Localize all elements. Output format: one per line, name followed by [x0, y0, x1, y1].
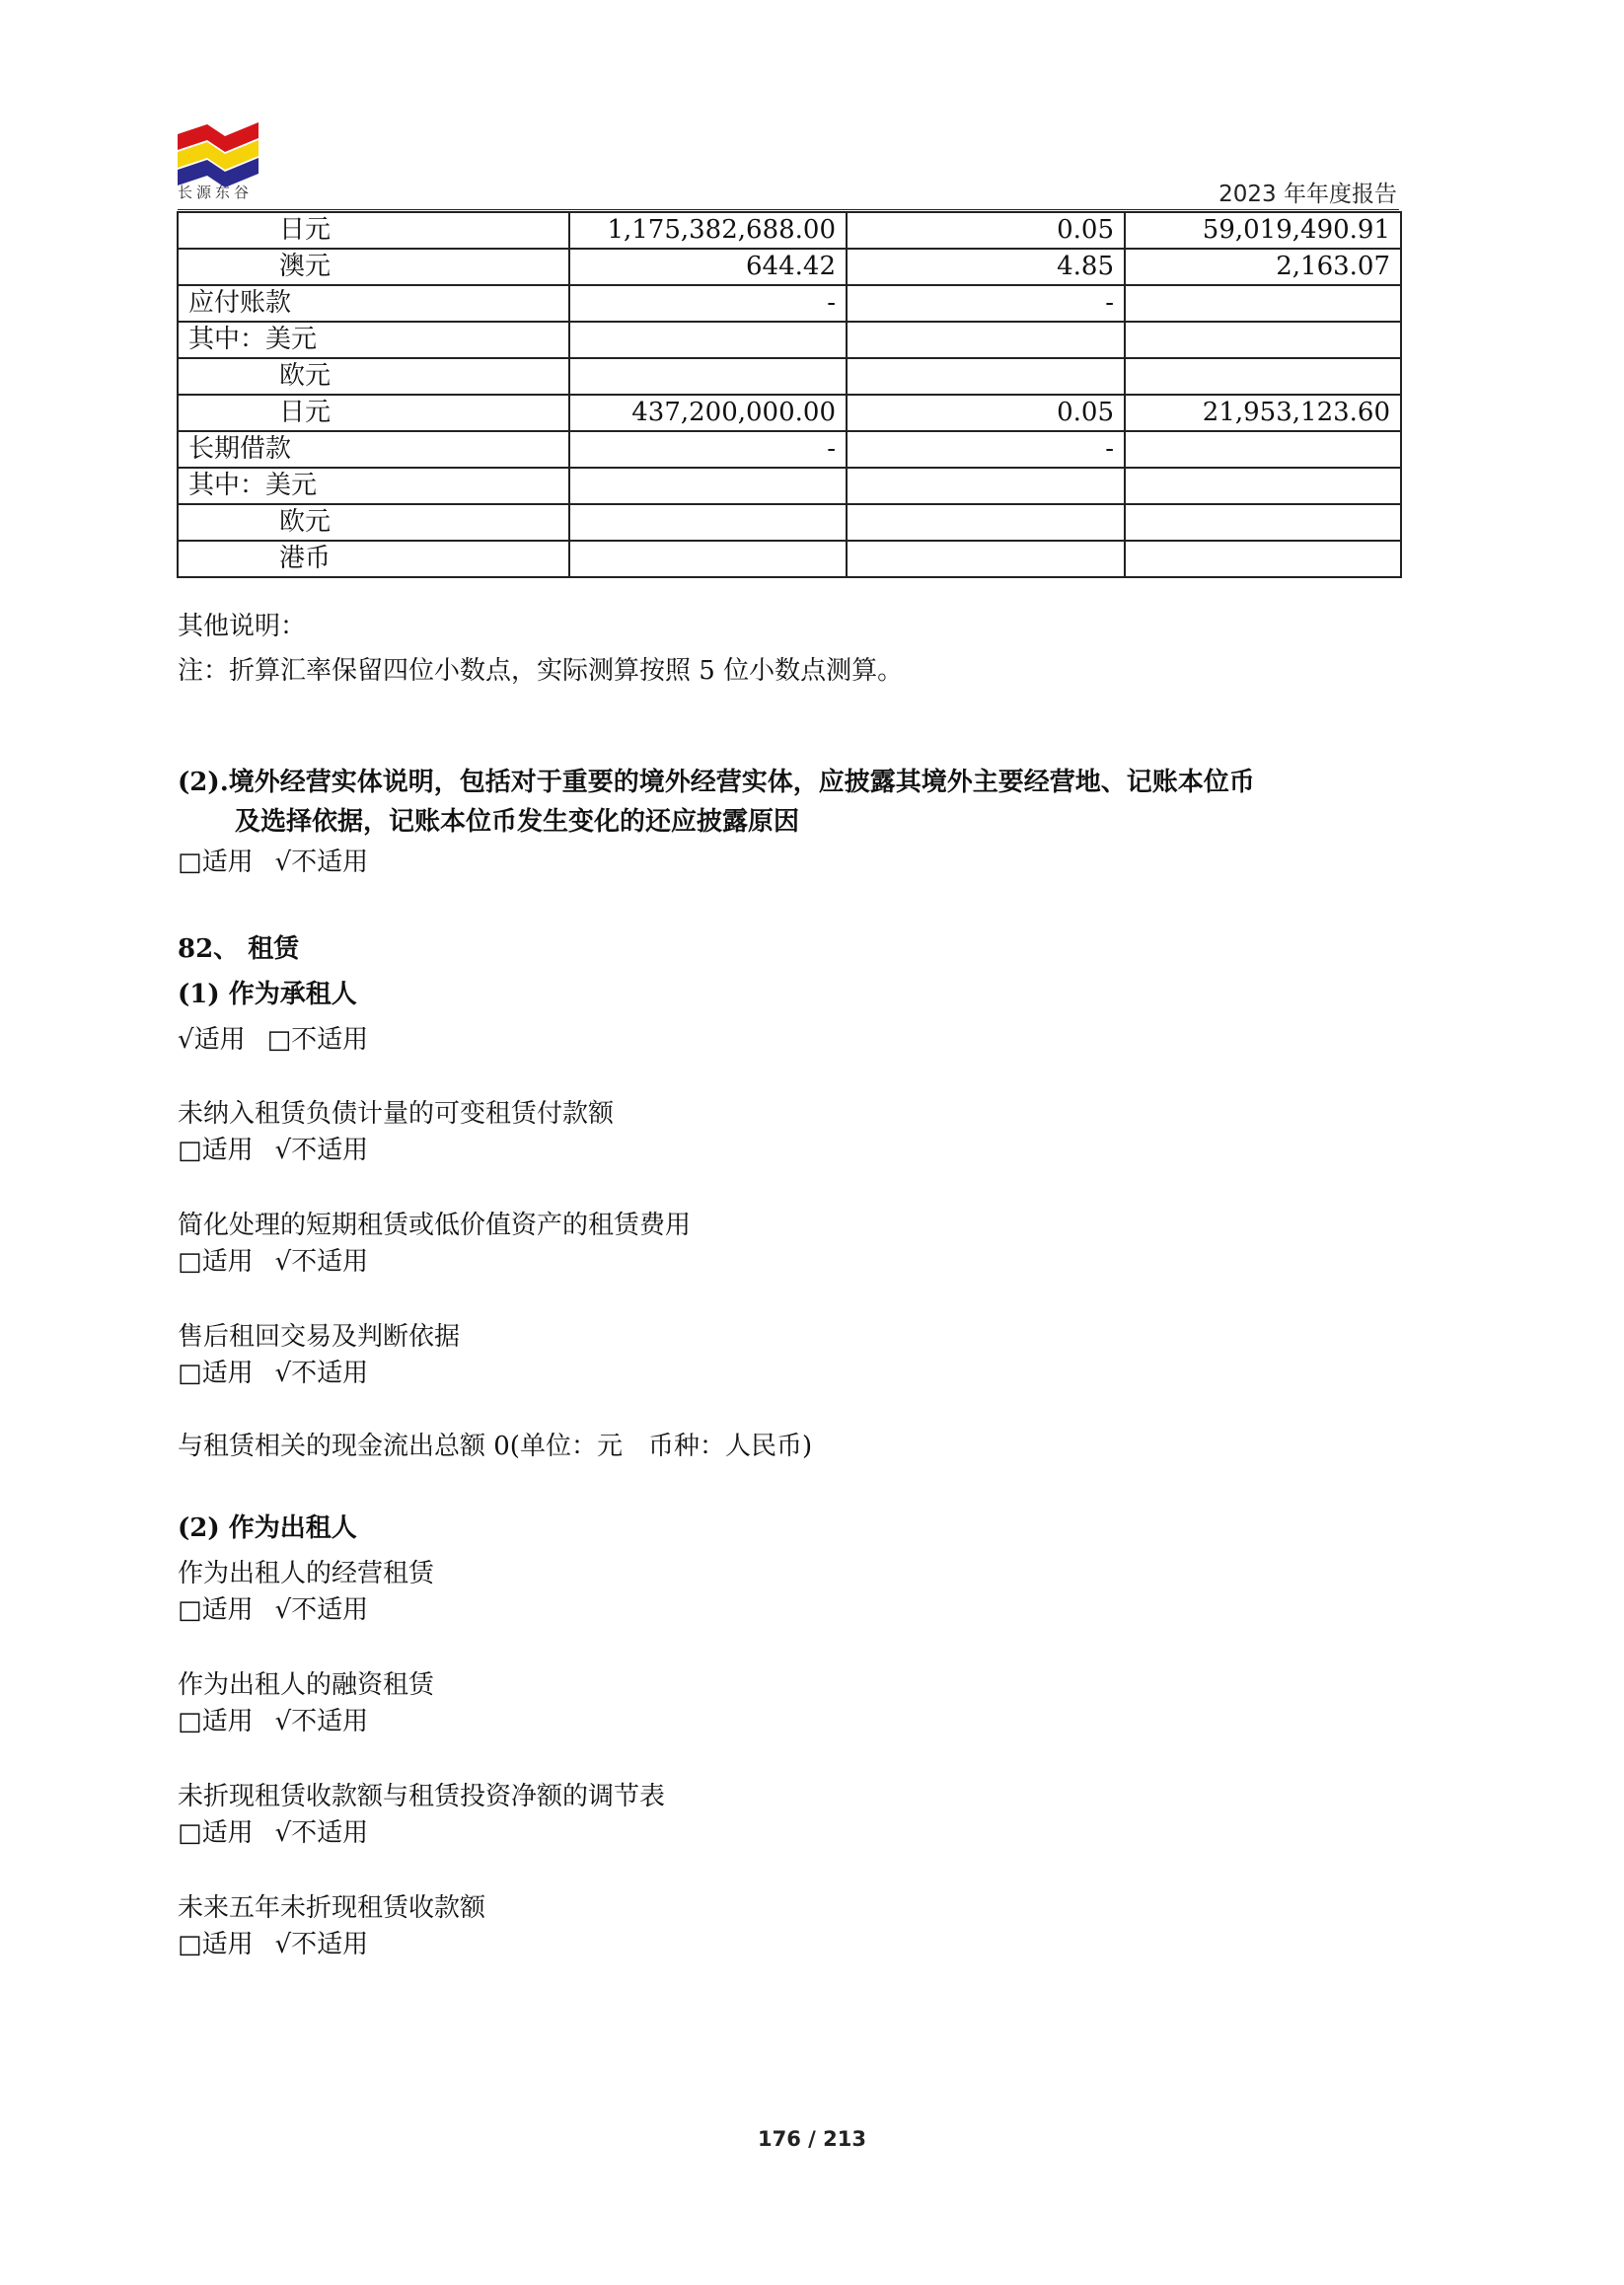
row-label: 其中：美元 [178, 322, 569, 358]
exchange-rate-cell [847, 358, 1125, 395]
table-row [178, 249, 1401, 285]
option-not-applicable: √不适用 [274, 1707, 369, 1736]
row-label: 欧元 [178, 358, 569, 395]
item-title: 未来五年未折现租赁收款额 [178, 1893, 486, 1923]
option-applicable: □适用 [178, 1247, 254, 1277]
item-title: 未纳入租赁负债计量的可变租赁付款额 [178, 1099, 615, 1129]
option-applicable: □适用 [178, 848, 254, 877]
option-not-applicable: √不适用 [274, 1359, 369, 1388]
rmb-amount-cell [1125, 285, 1401, 322]
option-not-applicable: □不适用 [266, 1025, 369, 1055]
table-row [178, 431, 1401, 468]
item-title: 作为出租人的融资租赁 [178, 1670, 435, 1700]
rmb-amount-cell [1125, 468, 1401, 504]
foreign-currency-table [177, 211, 1402, 578]
row-label: 欧元 [178, 504, 569, 541]
table-row [178, 322, 1401, 358]
overseas-entity-options [178, 845, 368, 881]
exchange-rate-cell [847, 322, 1125, 358]
foreign-amount-cell: 437,200,000.00 [569, 395, 847, 431]
table-row [178, 395, 1401, 431]
rmb-amount-cell: 2,163.07 [1125, 249, 1401, 285]
option-applicable: □适用 [178, 1136, 254, 1165]
exchange-rate-cell: 0.05 [847, 212, 1125, 249]
item-title: 售后租回交易及判断依据 [178, 1322, 461, 1352]
row-label: 长期借款 [178, 431, 569, 468]
lease-heading: 82、 租赁 [178, 934, 300, 964]
foreign-amount-cell [569, 468, 847, 504]
lessor-heading: (2) 作为出租人 [178, 1513, 357, 1543]
reconciliation-table-item [178, 1779, 665, 1852]
foreign-amount-cell [569, 322, 847, 358]
foreign-amount-cell: - [569, 285, 847, 322]
exchange-rate-cell: 0.05 [847, 395, 1125, 431]
overseas-entity-heading [178, 763, 1401, 842]
row-label: 日元 [178, 395, 569, 431]
option-not-applicable: √不适用 [274, 1930, 369, 1959]
lessee-options [178, 1022, 368, 1059]
table-row [178, 358, 1401, 395]
item-title: 作为出租人的经营租赁 [178, 1559, 435, 1588]
row-label: 应付账款 [178, 285, 569, 322]
lease-cash-outflow: 与租赁相关的现金流出总额 0(单位：元 币种：人民币) [178, 1432, 813, 1461]
rmb-amount-cell [1125, 504, 1401, 541]
exchange-rate-cell: 4.85 [847, 249, 1125, 285]
foreign-amount-cell [569, 504, 847, 541]
row-label: 澳元 [178, 249, 569, 285]
rmb-amount-cell [1125, 541, 1401, 577]
foreign-amount-cell [569, 358, 847, 395]
option-applicable: □适用 [178, 1818, 254, 1848]
option-not-applicable: √不适用 [274, 1247, 369, 1277]
option-applicable: √适用 [178, 1025, 246, 1055]
operating-lease-item [178, 1556, 434, 1629]
rmb-amount-cell [1125, 431, 1401, 468]
option-not-applicable: √不适用 [274, 848, 369, 877]
exchange-rate-note: 注：折算汇率保留四位小数点，实际测算按照 5 位小数点测算。 [178, 656, 904, 686]
sale-leaseback-item [178, 1319, 460, 1392]
finance-lease-item [178, 1667, 434, 1740]
page-number: 176 / 213 [758, 2127, 866, 2151]
overseas-entity-heading-line2: 及选择依据，记账本位币发生变化的还应披露原因 [235, 807, 800, 837]
item-title: 简化处理的短期租赁或低价值资产的租赁费用 [178, 1211, 692, 1240]
row-label: 港币 [178, 541, 569, 577]
header-divider [178, 209, 1399, 210]
lessee-heading: (1) 作为承租人 [178, 980, 357, 1009]
table-row [178, 212, 1401, 249]
rmb-amount-cell [1125, 358, 1401, 395]
table-row [178, 468, 1401, 504]
option-applicable: □适用 [178, 1707, 254, 1736]
short-term-lease-expense-item [178, 1208, 691, 1281]
option-not-applicable: √不适用 [274, 1136, 369, 1165]
option-not-applicable: √不适用 [274, 1818, 369, 1848]
option-applicable: □适用 [178, 1930, 254, 1959]
exchange-rate-cell [847, 504, 1125, 541]
report-title: 2023 年年度报告 [1218, 182, 1397, 207]
table-row [178, 504, 1401, 541]
exchange-rate-cell: - [847, 285, 1125, 322]
row-label: 日元 [178, 212, 569, 249]
exchange-rate-cell [847, 541, 1125, 577]
foreign-amount-cell: 1,175,382,688.00 [569, 212, 847, 249]
exchange-rate-cell [847, 468, 1125, 504]
rmb-amount-cell [1125, 322, 1401, 358]
row-label: 其中：美元 [178, 468, 569, 504]
exchange-rate-cell: - [847, 431, 1125, 468]
rmb-amount-cell: 21,953,123.60 [1125, 395, 1401, 431]
option-applicable: □适用 [178, 1359, 254, 1388]
option-applicable: □适用 [178, 1595, 254, 1625]
foreign-amount-cell [569, 541, 847, 577]
rmb-amount-cell: 59,019,490.91 [1125, 212, 1401, 249]
foreign-amount-cell: 644.42 [569, 249, 847, 285]
option-not-applicable: √不适用 [274, 1595, 369, 1625]
table-row [178, 541, 1401, 577]
variable-lease-payments-item [178, 1096, 614, 1169]
other-notes-label: 其他说明： [178, 612, 307, 641]
foreign-amount-cell: - [569, 431, 847, 468]
five-year-receipts-item [178, 1890, 485, 1963]
table-row [178, 285, 1401, 322]
logo-text: 长源东谷 [178, 184, 254, 201]
overseas-entity-heading-line1: (2).境外经营实体说明，包括对于重要的境外经营实体，应披露其境外主要经营地、记账本位币 [178, 768, 1255, 797]
item-title: 未折现租赁收款额与租赁投资净额的调节表 [178, 1782, 666, 1811]
